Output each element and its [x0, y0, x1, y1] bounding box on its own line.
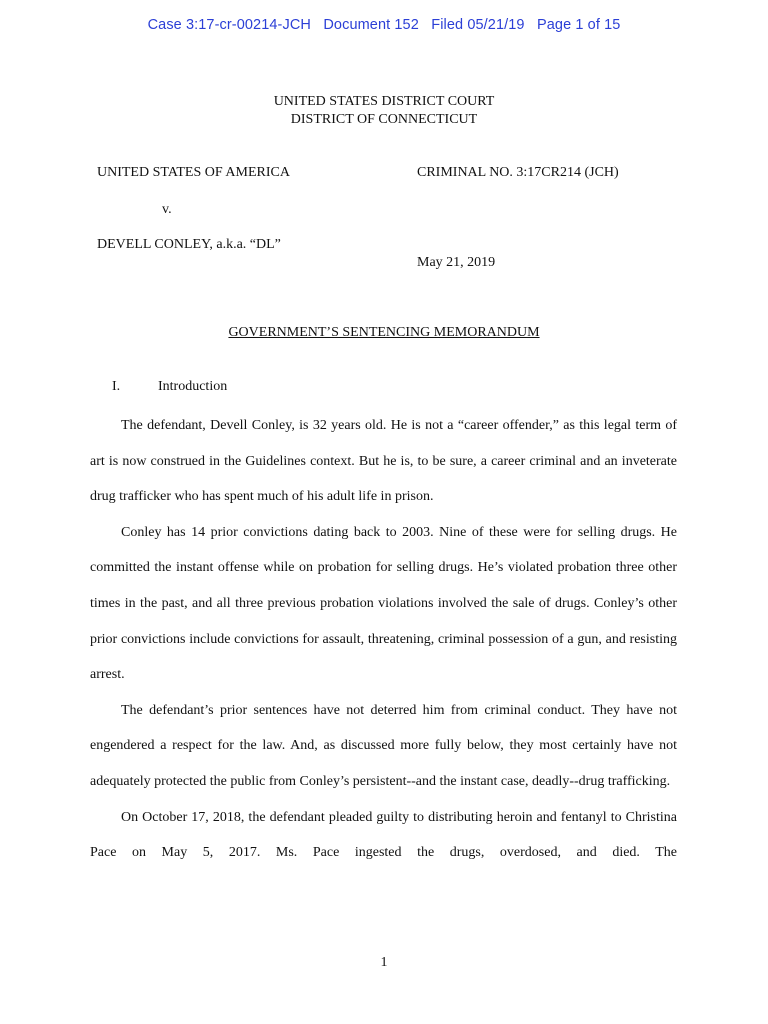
court-district: DISTRICT OF CONNECTICUT: [290, 112, 478, 127]
section-number: I.: [112, 379, 121, 394]
criminal-number: CRIMINAL NO. 3:17CR214 (JCH): [417, 165, 619, 180]
defendant-name: DEVELL CONLEY, a.k.a. “DL”: [97, 237, 281, 252]
filed-date: Filed 05/21/19: [431, 17, 525, 33]
case-filing-header: [0, 17, 768, 33]
case-number: Case 3:17-cr-00214-JCH: [147, 17, 311, 33]
paragraph: The defendant, Devell Conley, is 32 years old. He is not a “career offender,” as this legal term of art is now construed in the Guidelines context. But he is, to be sure, a career criminal and an inveterate drug trafficker who has spent much of his adult life in prison.: [90, 418, 677, 505]
memorandum-title: GOVERNMENT’S SENTENCING MEMORANDUM: [228, 325, 540, 340]
versus-label: v.: [162, 202, 172, 217]
plaintiff-name: UNITED STATES OF AMERICA: [97, 165, 290, 180]
page-number: 1: [380, 955, 388, 970]
document-number: Document 152: [323, 17, 419, 33]
paragraph: Conley has 14 prior convictions dating back to 2003. Nine of these were for selling drugs. He committed the instant offense while on probation for selling drugs. He’s violated probation three other times in the past, and all three previous probation violations involved the sale of drugs. Conley’s other prior convictions include convictions for assault, threatening, criminal possession of a gun, and resisting arrest.: [90, 524, 677, 683]
section-title: Introduction: [158, 379, 228, 394]
court-heading: [0, 93, 768, 129]
paragraph: The defendant’s prior sentences have not deterred him from criminal conduct. They have not engendered a respect for the law. And, as discussed more fully below, they most certainly have not adequately protected the public from Conley’s persistent--and the instant case, deadly--drug trafficking.: [90, 702, 677, 789]
page-indicator: Page 1 of 15: [536, 17, 621, 33]
paragraph: On October 17, 2018, the defendant pleaded guilty to distributing heroin and fentanyl to Christina Pace on May 5, 2017. Ms. Pace ingested the drugs, overdosed, and died. The: [90, 809, 677, 861]
memorandum-body: [90, 408, 677, 871]
filing-date: May 21, 2019: [417, 255, 496, 270]
court-name: UNITED STATES DISTRICT COURT: [273, 94, 495, 109]
